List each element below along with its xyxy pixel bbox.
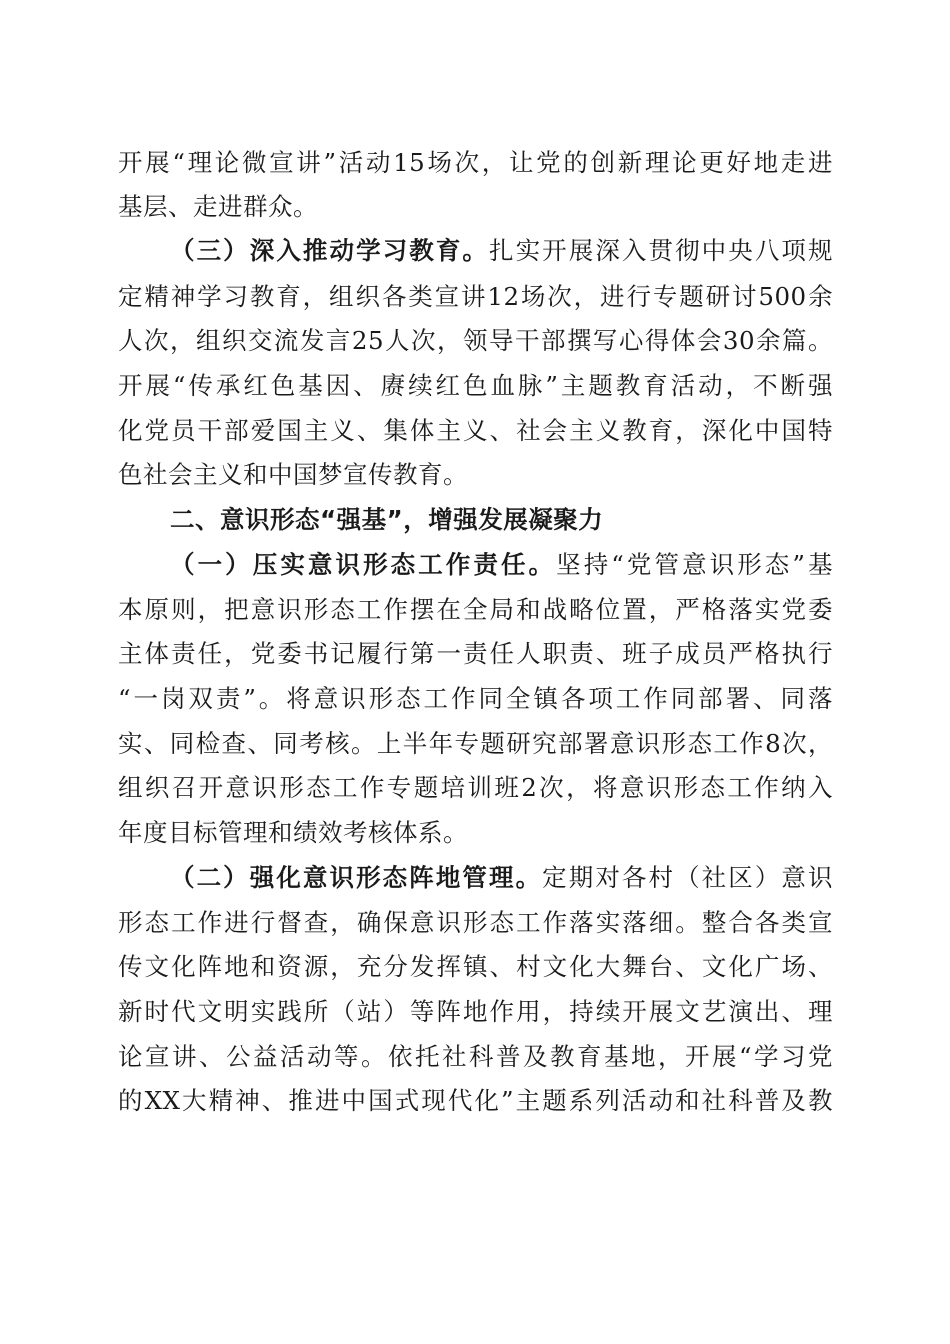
paragraph-line: 形态工作进行督查，确保意识形态工作落实落细。整合各类宣 (118, 908, 833, 937)
paragraph-text: 坚持“党管意识形态”基 (556, 550, 833, 579)
paragraph-line: 年度目标管理和绩效考核体系。 (118, 818, 468, 847)
paragraph-first-line (170, 231, 833, 271)
section-lead: （三）深入推动学习教育。 (170, 236, 489, 265)
paragraph-line: 基层、走进群众。 (118, 192, 318, 221)
paragraph-line: 新时代文明实践所（站）等阵地作用，持续开展文艺演出、理 (118, 997, 833, 1026)
section-lead: （二）强化意识形态阵地管理。 (170, 863, 543, 892)
paragraph-line: 色社会主义和中国梦宣传教育。 (118, 460, 468, 489)
paragraph-line: 本原则，把意识形态工作摆在全局和战略位置，严格落实党委 (118, 595, 833, 624)
paragraph-line: 主体责任，党委书记履行第一责任人职责、班子成员严格执行 (118, 639, 833, 668)
paragraph-line: 实、同检查、同考核。上半年专题研究部署意识形态工作8次， (118, 729, 833, 758)
paragraph-text: 定期对各村（社区）意识 (542, 863, 834, 892)
paragraph-line: 化党员干部爱国主义、集体主义、社会主义教育，深化中国特 (118, 416, 833, 445)
paragraph-line: 开展“传承红色基因、赓续红色血脉”主题教育活动，不断强 (118, 371, 833, 400)
paragraph-line: “一岗双责”。将意识形态工作同全镇各项工作同部署、同落 (118, 684, 833, 713)
paragraph-line: 人次，组织交流发言25人次，领导干部撰写心得体会30余篇。 (118, 326, 833, 355)
paragraph-line: 开展“理论微宣讲”活动15场次，让党的创新理论更好地走进 (118, 148, 833, 177)
section-lead: （一）压实意识形态工作责任。 (170, 550, 557, 579)
section-heading: 二、意识形态“强基”，增强发展凝聚力 (170, 505, 604, 534)
paragraph-line: 定精神学习教育，组织各类宣讲12场次，进行专题研讨500余 (118, 282, 833, 311)
paragraph-first-line (170, 858, 833, 898)
paragraph-text: 扎实开展深入贯彻中央八项规 (489, 236, 833, 265)
paragraph-line: 的XX大精神、推进中国式现代化”主题系列活动和社科普及教 (118, 1086, 833, 1115)
paragraph-line: 论宣讲、公益活动等。依托社科普及教育基地，开展“学习党 (118, 1042, 833, 1071)
paragraph-line: 传文化阵地和资源，充分发挥镇、村文化大舞台、文化广场、 (118, 952, 833, 981)
paragraph-line: 组织召开意识形态工作专题培训班2次，将意识形态工作纳入 (118, 773, 833, 802)
paragraph-first-line (170, 545, 833, 585)
